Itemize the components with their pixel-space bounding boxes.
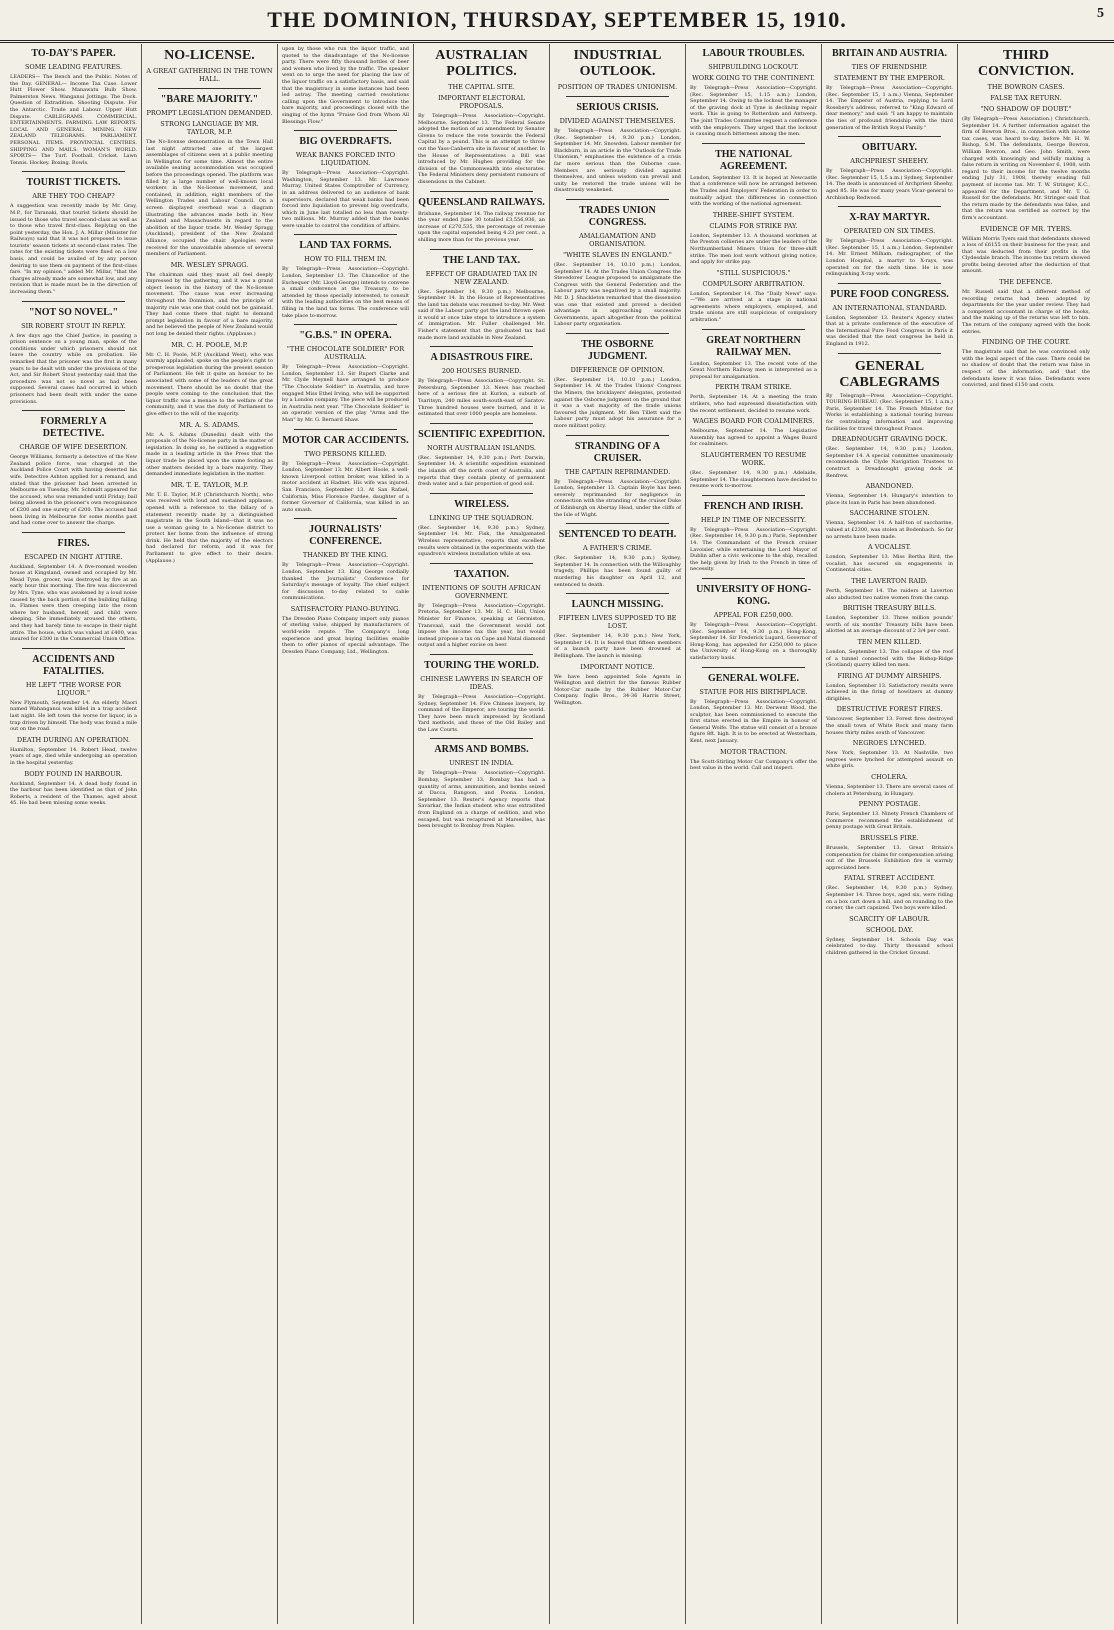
article-subheading: BODY FOUND IN HARBOUR. [24,769,123,778]
article-headline: AUSTRALIAN POLITICS. [435,48,528,79]
article-body: A suggestion was recently made by Mr. Gray, M.P., for Taranaki, that tourist tickets should be issued to those who travel second-class as well as to those who travel first-class. Replying on the point yesterday, the Hon. J. A. Millar (Minister for Railways) said that it was not proposed to issue tourists' season tickets at second-class rates. The rates for the existing tickets were fixed on a low basis, and could be availed of by any person desiring to use them on payment of the first-class fare. "In my opinion," added Mr. Millar, "that the charges already made are somewhat low, and any revision that is made must be in the direction of increasing them." [10,203,139,296]
article-headline: ARMS AND BOMBS. [434,744,529,756]
article-body: (Rec. September 14, 9.30 p.m.) Port Darwin, September 14. A scientific expedition examined the islands off the north coast of Australia, and reports that they contain plenty of permanent fresh water and a fair proportion of good soil. [418,454,547,488]
article-subheading: PROMPT LEGISLATION DEMANDED. [146,109,273,117]
article-body: By Telegraph—Press Association—Copyright. Pretoria, September 13. Mr. H. C. Hull, Union Minister for Finance, speaking at Germiston, Transvaal, said the Government would not impose the income tax this year, but would instead propose a tax on Cape and Natal diamond output and a higher excise on beer. [418,602,547,649]
article-headline: FRENCH AND IRISH. [703,500,804,512]
article-headline: LAUNCH MISSING. [571,599,664,611]
column-2 [142,44,278,1624]
article-subheading: DIVIDED AGAINST THEMSELVES. [559,117,676,125]
newspaper-title: THE DOMINION, THURSDAY, SEPTEMBER 15, 1910. [267,7,847,32]
article-body: (Rec. September 14, 9.30 p.m.) Sydney, September 14. In connection with the Willoughby tragedy, Phillips has been found guilty of murdering his daughter on April 12, and sentenced to death. [554,555,683,588]
article-subheading: "WHITE SLAVES IN ENGLAND." [563,250,672,259]
article-body: By Telegraph—Press Association—Copyright. London, September 13. King George cordially thanked the Journalists' Conference for Saturday's message of loyalty. The chief subject for discussion to-day related to cable communications. [282,562,411,602]
article-subheading: SACCHARINE STOLEN. [849,509,930,518]
article-subheading: MR. T. E. TAYLOR, M.P. [170,480,249,489]
article-subheading: UNREST IN INDIA. [449,759,514,768]
article-body: (Rec. September 14, 10.10 p.m.) London, September 14. At the Trades Unions' Congress the Miners, the bricklayers' delegates, protested against the Osborne judgment on the ground that it was a vast majority of the trade unions favoured the judgment. Mr. Ben Tillett said the Labour party must adopt his assurance for a more militant policy. [554,376,683,430]
article-body: By Telegraph—Press Association—Copyright. (Rec. September 14, 9.30 p.m.) London, September 14. Mr. Snowden, Labour member for Blackburn, in an article in the "Outlook for Trade Unionism," emphasises the existence of a crisis far more serious than the Osborne case. Members are seriously divided against themselves, and unless wisdom can prevail and unity be restored the trade unions will be disastrously weakened. [554,128,683,194]
divider [430,493,533,494]
article-headline: THE LAND TAX. [442,254,521,266]
article-subheading: MR. WESLEY SPRAGG. [170,260,249,269]
columns-container [6,44,1108,1624]
article-body: LEADERS— The Bench and the Public. Notes of the Day. GENERAL— Income Tax Case. Lower Hutt Flower Show. Manawatu Bulb Show. Palmerston News. Wanganui Jottings. The Dock. Question of Extradition. Shooting Dispute. For the Antarctic. Trade and Labour. Upper Hutt Dispute. CABLEGRAMS. COMMERCIAL. ENTERTAINMENTS. FARMING. LAW REPORTS. LOCAL AND GENERAL. MINING. NEW ZEALAND TELEGRAMS. PARLIAMENT. PERSONAL ITEMS. PROVINCIAL CENTRES. SHIPPING AND MAILS. WOMAN'S WORLD. SPORTS— The Turf. Football. Cricket. Lawn Tennis. Hockey. Boxing. Bowls. [10,74,139,166]
article-subheading: ESCAPED IN NIGHT ATTIRE. [24,552,123,561]
article-body: London, September 13. The collapse of the roof of a tunnel connected with the Bishop-Ridge (Scotland) quarry killed ten men. [826,648,955,669]
article-subheading: MR. A. S. ADAMS. [179,420,240,429]
article-subheading: BRITISH TREASURY BILLS. [842,604,937,613]
divider [838,206,941,207]
article-subheading: AN INTERNATIONAL STANDARD. [832,303,947,312]
article-body: Melbourne, September 14. The Legislative Assembly has agreed to appoint a Wages Board for coalminers. [690,428,819,448]
divider [430,191,533,192]
article-body: Vienna, September 14. Hungary's intention to place its loan in Paris has been abandoned. [826,493,955,506]
article-headline: BIG OVERDRAFTS. [299,136,392,148]
article-subheading: INTENTIONS OF SOUTH AFRICAN GOVERNMENT. [422,583,541,600]
article-subheading: SOME LEADING FEATURES. [24,63,123,71]
article-headline: TAXATION. [454,568,509,580]
article-body: By Telegraph—Press Association—Copyright. (Rec. September 15, 1.15 a.m.) London, September 14. Owing to the lockout the manager of the graving dock at Tyne is declining repair work. This is going to Rotterdam and Antwerp. The joint Trades Committee request a conference with the employers. They urged that the lockout is causing much bitterness among the men. [690,85,819,138]
article-headline: TRADES UNION CONGRESS. [579,204,656,228]
divider [430,563,533,564]
article-body: The chairman said they must all feel deeply impressed by the gathering, and it was a grand object lesson in the history of the No-license movement. The cause was ever increasing throughout the Dominion, and the principle of majority rule was one that could not be gainsaid. They had come there that night to demand prompt legislation in favour of a bare majority, and he believed the people of New Zealand would not long be denied their rights. (Applause.) [146,271,275,338]
article-subheading: POSITION OF TRADES UNIONISM. [557,83,678,91]
article-headline: UNIVERSITY OF HONG-KONG. [696,583,811,607]
article-headline: X-RAY MARTYR. [849,212,930,224]
article-subheading: THANKED BY THE KING. [302,551,389,560]
article-subheading: MOTOR TRACTION. [719,747,788,756]
article-subheading: TEN MEN KILLED. [857,637,922,646]
article-subheading: 200 HOUSES BURNED. [441,367,522,376]
article-headline: MOTOR CAR ACCIDENTS. [282,434,409,446]
article-subheading: CHOLERA. [871,773,908,782]
column-5 [550,44,686,1624]
article-body: Perth, September 14. At a meeting the tram strikers, who had expressed dissatisfaction with the recent settlement, decided to resume work. [690,394,819,414]
article-headline: STRANDING OF A CRUISER. [574,440,661,464]
article-body: (Rec. September 14, 9.30 p.m.) Melbourne, September 14. In the House of Representatives the land tax debate was resumed to-day. Mr. West said if the Labour party got the land thrown open it would at once take steps to introduce a system of immigration. Mr. Fuller challenged Mr. Fisher's statement that the graduated tax had made more land available in New Zealand. [418,288,547,341]
article-headline: ACCIDENTS AND FATALITIES. [32,653,115,677]
article-headline: "G.B.S." IN OPERA. [299,330,392,342]
article-body: By Telegraph—Press Association—Copyright. (Rec. September 14, 9.30 p.m.) Hong-Kong, September 14. Sir Frederick Lugard, Governor of Hong-Kong, has appealed for £250,000 to place the University of Hong-Kong on a thoroughly satisfactory basis. [690,621,819,661]
article-body: Vienna, September 13. There are several cases of cholera at Petersburg, in Hungary. [826,784,955,797]
article-subheading: THE BOWRON CASES. [987,83,1065,91]
divider [430,738,533,739]
article-body: Vancouver, September 13. Forest fires destroyed the small town of White Rock and many farm houses thirty miles south of Vancouver. [826,716,955,736]
divider [566,435,669,436]
divider [430,654,533,655]
article-body: Mr. C. H. Poole, M.P. (Auckland West), who was warmly applauded, spoke on the people's right to prosperous legislation during the present session of Parliament. He felt it quite an honour to be associated with some of the leaders of the great movement. There should be no doubt that the people were coming to the conclusion that the liquor traffic was a menace to the welfare of the community, and it was the duty of Parliament to give effect to the will of the majority. [146,351,275,417]
article-subheading: HE LEFT "THE WORSE FOR LIQUOR." [25,680,122,697]
column-8 [958,44,1094,1624]
article-subheading: AMALGAMATION AND ORGANISATION. [579,231,656,248]
divider [566,96,669,97]
article-body: Auckland, September 14. A dead body found in the harbour has been identified as that of John Roberts, a resident of the Thames, aged about 45. He had been missing some weeks. [10,780,139,807]
article-body: London, September 13. It is hoped at Newcastle that a conference will now be arranged between the Trades and Employers' Federation in order to mutually adjust the differences in connection with the working of the national agreement. [690,174,819,208]
article-body: London, September 13. Three million pounds' worth of six months' Treasury bills have been allotted at an average discount of 2 3/4 per cent. [826,615,955,635]
article-subheading: FIFTEEN LIVES SUPPOSED TO BE LOST. [558,614,677,631]
article-subheading: NORTH AUSTRALIAN ISLANDS. [427,443,536,452]
article-body: New York, September 13. At Nashville, two negroes were lynched for attempted assault on white girls. [826,750,955,770]
divider [702,143,805,144]
article-body: Sydney, September 14. Schools Day was celebrated to-day. Thirty thousand school children gathered in the Cricket Ground. [826,936,955,956]
article-headline: JOURNALISTS' CONFERENCE. [309,524,382,548]
article-subheading: "NO SHADOW OF DOUBT." [980,105,1072,113]
article-headline: TO-DAY'S PAPER. [31,48,116,59]
article-body: Mr. Russell said that a different method of recording returns had been adopted by departments for the year under review. They had a competent accountant in charge of the books, and the making up of the returns was left to him. The return of the company agreed with the book entries. [962,289,1092,335]
article-subheading: DREADNOUGHT GRAVING DOCK. [831,435,948,444]
article-body: By Telegraph—Press Association—Copyright. (Rec. September 14, 9.30 p.m.) Paris, September 14. The Commandant of the French cruiser Lavoisier, while entertaining the Lord Mayor of Dublin after a civic welcome to the ship, recalled the help given by Irish to the French in time of necessity. [690,526,819,573]
column-6 [686,44,822,1624]
divider [566,523,669,524]
article-headline: WIRELESS. [454,498,509,510]
article-body: London, September 13. Miss Bertha Bird, the vocalist, has secured six engagements in Continental cities. [826,554,955,574]
article-subheading: STATEMENT BY THE EMPEROR. [834,74,945,82]
article-subheading: THE LAVERTON RAID. [851,576,928,585]
article-body: (Rec. September 14, 9.30 p.m.) Sydney, September 14. Three boys, aged six, were riding on a box cart down a hill, and on rounding to the corner, the cart capsized. Two boys were killed. [826,885,955,912]
article-subheading: TIES OF FRIENDSHIP. [851,63,928,71]
divider [294,130,397,131]
page-number: 5 [1097,6,1104,21]
article-headline: SENTENCED TO DEATH. [558,529,677,541]
article-body: Hamilton, September 14. Robert Head, twelve years of age, died while undergoing an operation in the hospital yesterday. [10,746,139,766]
article-body: (Rec. September 14, 9.30 p.m.) Sydney, September 14. Mr. Fisk, the Amalgamated Wireless representative, reports that excellent results were obtained in the experiments with the squadron's wireless installation while at sea. [418,524,547,558]
article-body: William Morris Tyers said that defendants showed a loss of £6155 on their business for the year, and that was deducted from their profits in the Clydesdale branch. The income tax return showed profits being devoted after the deduction of that amount. [962,235,1092,275]
article-body: (By Telegraph—Press Association.) Christchurch, September 14. A further information against the firm of Bowron Bros., in connection with income tax cases, was heard to-day, before Mr. H. W. Bishop, S.M. The defendants, George Bowron, William Bowron, and Geo. John Smith, were charged with knowingly and wilfully making a false return in writing on November 6, 1908, with regard to their income for the twelve months ending July 31, 1908, thereby evading full payment of income tax. Mr. T. W. Stringer, K.C., appeared for the Department, and Mr. T. G. Russell for the defendants. Mr. Stringer said that the return made by the defendants was false, and that the return was certified as correct by the firm's accountant. [962,116,1092,221]
divider [838,353,941,354]
article-subheading: THE DEFENCE. [999,278,1053,287]
article-subheading: SIR ROBERT STOUT IN REPLY. [21,321,126,330]
divider [22,171,125,172]
article-body: By Telegraph—Press Association—Copyright. Washington, September 13. Mr. Lawrence Murray, United States Comptroller of Currency, in an address delivered to an audience of bank supervisors, declared that weak banks had been forced into liquidation to prevent big overdrafts, which in June last totalled no less than twenty-two millions. Mr. Murray added that the banks were unable to control the condition of affairs. [282,170,411,229]
article-body: Brisbane, September 14. The railway revenue for the year ended June 30 totalled £3,556,936, an increase of £270,535, the percentage of revenue upon the capital expended being 4.23 per cent., a shilling more than for the previous year. [418,210,547,243]
article-body: The magistrate said that he was convinced only with the legal aspect of the case. There could be no shadow of doubt that the return was false in respect of the information, and that the defendants knew it was false. Defendants were convicted, and fined £150 and costs. [962,349,1092,389]
article-headline: INDUSTRIAL OUTLOOK. [573,48,662,79]
article-body: By Telegraph—Press Association—Copyright. (Rec. September 15, 1 a.m.) Vienna, September 14. The Emperor of Austria, replying to Lord Rosebery's address, referred to "King Edward of dear memory," and said: "I am happy to maintain the ties of profound friendship with the third generation of the British Royal Family." [826,85,955,131]
article-body: By Telegraph—Press Association—Copyright. London, September 13. Captain Boyle has been severely reprimanded for negligence in connection with the stranding of the cruiser Duke of Edinburgh on Abertay Head, under the cliffs of the Isle of Wight. [554,478,683,518]
article-subheading: IMPORTANT NOTICE. [580,662,655,671]
article-body: Vienna, September 14. A half-ton of saccharine, valued at £2300, was stolen at Bodenbach. So far no arrests have been made. [826,520,955,540]
column-1 [6,44,142,1624]
article-headline: SCIENTIFIC EXPEDITION. [418,428,545,440]
article-body: (Rec. September 14, 9.30 p.m.) New York, September 14. It is feared that fifteen members of a launch party have been drowned at Bellingham. The launch is missing. [554,633,683,659]
article-subheading: SCARCITY OF LABOUR. [849,914,930,923]
article-body: By Telegraph—Press Association—Copyright. London, September 13. The Chancellor of the Exchequer (Mr. Lloyd-George) intends to convene a small conference at the Treasury, to be attended by those specially interested, to consult with the leading authorities on the best means of filling in the land tax forms. The conference will take place to-morrow. [282,266,411,319]
article-headline: A DISASTROUS FIRE. [430,352,533,364]
article-subheading: SLAUGHTERMEN TO RESUME WORK. [700,451,807,467]
article-subheading: ARE THEY TOO CHEAP? [32,192,115,201]
divider [566,199,669,200]
article-subheading: DESTRUCTIVE FOREST FIRES. [836,705,943,714]
article-headline: PURE FOOD CONGRESS. [830,288,949,300]
article-subheading: WEAK BANKS FORCED INTO LIQUIDATION. [295,151,396,168]
article-subheading: HOW TO FILL THEM IN. [304,255,387,264]
divider [702,667,805,668]
article-subheading: A GREAT GATHERING IN THE TOWN HALL. [146,67,273,83]
article-headline: GREAT NORTHERN RAILWAY MEN. [706,334,801,358]
article-subheading: BRUSSELS FIRE. [860,834,919,842]
article-body: Mr. A. S. Adams (Dunedin) dealt with the proposals of the No-license party in the matter of legislation. In doing so, he outlined a suggestion made in a leading article in the Press that the liquor trade be placed upon the same footing as other matters decided by a bare majority. They demanded immediate legislation in the matter. [146,431,275,478]
article-body: Perth, September 14. The raiders at Laverton also abducted two native women from the camp. [826,587,955,601]
article-headline: THE NATIONAL AGREEMENT. [715,148,792,172]
article-body: By Telegraph—Press Association—Copyright. (Rec. September 15, 1.5 a.m.) Sydney, September 14. The death is announced of Archpriest Sheehy, aged 85. He was for many years Vicar-general to Archbishop Redwood. [826,168,955,201]
article-body: The Scott-Stirling Motor Car Company's offer the best value in the world. Call and inspect. [690,758,819,772]
article-body: By Telegraph—Press Association—Copyright. Sydney, September 14. Five Chinese lawyers, by command of the Emperor, are touring the world. They have been much impressed by Scotland Yard methods, and those of the Old Bailey and the Law Courts. [418,693,547,733]
divider [22,532,125,533]
article-headline: NO-LICENSE. [164,48,255,63]
column-4 [414,44,550,1624]
article-subheading: ABANDONED. [865,482,914,491]
article-subheading: DIFFERENCE OF OPINION. [570,365,665,374]
article-body: (Rec. September 14, 10.10 p.m.) London, September 14. At the Trades Union Congress the Stevedores' League proposed to amalgamate the Congress with the General Federation and the Labour party was negatived by a small majority. Mr. D. J. Shackleton remarked that the dissension was one that existed and proved a decided advantage in approaching successive Governments, apart altogether from the political Labour party organisation. [554,261,683,328]
article-body: London, September 13. Reuter's Agency states that at a private conference of the executive of the International Pure Food Congress in Paris it was decided that the next congress be held in England in 1912. [826,314,955,348]
article-headline: THIRD CONVICTION. [977,48,1075,79]
article-subheading: FALSE TAX RETURN. [990,94,1062,102]
article-headline: QUEENSLAND RAILWAYS. [418,196,545,208]
divider [702,495,805,496]
article-body: George Williams, formerly a detective of the New Zealand police force, was charged at the Auckland Police Court with having deserted his wife. Detective Ashton applied for a remand, and stated that the prisoner had been arrested in Melbourne on Tuesday. Mr. Schmidt appeared for the accused, who was remanded until Friday; bail being allowed in the prisoner's own recognisance of £200 and one surety of £200. The accused had been living in Melbourne for some months past and had come over to answer the charge. [10,454,139,527]
divider [430,249,533,250]
article-headline: BRITAIN AND AUSTRIA. [831,48,948,59]
article-subheading: WORK GOING TO THE CONTINENT. [692,74,815,82]
article-subheading: LINKING UP THE SQUADRON. [429,513,534,522]
article-subheading: NEGROES LYNCHED. [852,739,927,748]
divider [838,283,941,284]
article-body: upon by those who run the liquor traffic, and quoted to the disadvantage of the No-license party. There were fifty thousand bottles of beer and women who lived by the traffic. The speaker went on to urge the need for placing the law of the liquor traffic on a satisfactory basis, and said that the magistracy in some instances had been led astray. The meeting carried resolutions calling upon the Government to introduce the bare majority, and proceedings closed with the singing of the hymn "Praise God from Whom All Blessings Flow." [282,46,411,125]
article-body: A few days ago the Chief Justice, in passing a prison sentence on a young man, spoke of the conditions under which prisoners should not leave the country while on probation. He remarked that the prisoner was the first in many years to be dealt with under the provisions of the Act, and Sir Robert Stout yesterday said that the procedure was not so novel as had been supposed. Several cases had occurred in which prisoners had been dealt with under the same provisions. [10,332,139,405]
divider [702,329,805,330]
article-body: Auckland, September 14. A five-roomed wooden house at Kingsland, owned and occupied by Mr. Mead Tyne, grocer, was destroyed by fire at an early hour this morning. The fire was discovered by Mrs. Tyne, who was awakened by a loud noise caused by the back portion of the building falling in. Flames were then creeping into the room where her husband, herself, and child were sleeping. She immediately aroused the others, and they had barely time to escape in their night attire. The house, which was valued at £400, was insured for £300 in the Commercial Union Office. [10,563,139,643]
article-body: By Telegraph—Press Association—Copyright. Melbourne, September 13. The Federal Senate adopted the motion of an amendment by Senator Givens to reduce the vote towards the Federal Capital by a pound. This is an attempt to throw out the Yass-Canberra site in favour of another. In the House of Representatives a Bill was introduced by Mr. Hughes providing for the division of the Commonwealth into electorates. The Federal Ministers deny persistent rumours of dissensions in the Cabinet. [418,113,547,185]
article-subheading: A FATHER'S CRIME. [583,544,652,553]
article-headline: "NOT SO NOVEL." [29,306,118,318]
divider [838,136,941,137]
article-body: (Rec. September 14, 9.30 p.m.) London, September 14. A special committee unanimously recommends the Clyde Navigation Trustees to construct a Dreadnought graving dock at Renfrew. [826,446,955,479]
column-7 [822,44,958,1624]
article-subheading: THE CAPTAIN REPRIMANDED. [564,467,671,476]
divider [294,234,397,235]
article-subheading: PERTH TRAM STRIKE. [715,383,792,392]
article-subheading: TWO PERSONS KILLED. [304,449,387,458]
article-body: London, September 13. A thousand workmen at the Preston collieries are under the leaders of the Northumberland Miners Union for three-shift strike. The men lost work without giving notice, and apply for strike pay. [690,232,819,266]
article-headline: TOURIST TICKETS. [26,177,121,189]
article-subheading: DEATH DURING AN OPERATION. [16,735,131,744]
divider [294,324,397,325]
article-subheading: THREE-SHIFT SYSTEM. [712,210,795,219]
article-body: By Telegraph—Press Association—Copyright. TOURING BUREAU. (Rec. September 15, 1 a.m.) Paris, September 14. The French Minister for Works is establishing a national touring bureau for centralising information and improving facilities for travel throughout France. [826,392,955,432]
article-subheading: FIRING AT DUMMY AIRSHIPS. [837,671,942,680]
article-subheading: FATAL STREET ACCIDENT. [843,874,936,883]
article-body: London, September 13. Satisfactory results were achieved in the firing of howitzers at dummy dirigibles. [826,682,955,702]
divider [566,333,669,334]
article-subheading: THE CAPITAL SITE. [448,83,515,91]
article-body: Brussels, September 13. Great Britain's compensation for claims for compensation arising out of the Brussels Exhibition fire is warmly appreciated here. [826,845,955,871]
article-subheading: CHARGE OF WIFE DESERTION. [19,443,128,452]
article-body: New Plymouth, September 14. An elderly Maori named Wahanganui was killed in a trap accident last night. He left town the worse for liquor, in a trap driven by himself. The body was found a mile out on the road. [10,699,139,733]
article-subheading: SCHOOL DAY. [865,925,914,934]
article-headline: TOURING THE WORLD. [424,659,539,671]
article-headline: FIRES. [57,537,90,549]
divider [22,410,125,411]
article-subheading: A VOCALIST. [867,543,912,552]
article-subheading: COMPULSORY ARBITRATION. [702,279,805,288]
article-subheading: APPEAL FOR £250,000. [713,610,794,619]
article-subheading: EFFECT OF GRADUATED TAX IN NEW ZEALAND. [425,269,538,286]
article-subheading: OPERATED ON SIX TIMES. [843,227,936,236]
article-body: By Telegraph—Press Association—Copyright. London, September 13. Sir Rupert Clarke and Mr. Clyde Meynell have arranged to produce "The Chocolate Soldier" in Australia, and have engaged Miss Ethel Irving, who will be supported by a London company. The piece will be produced in Australia next year. "The Chocolate Soldier" is an operatic version of the play "Arms and the Man" by Mr. G. Bernard Shaw. [282,364,411,423]
divider [294,518,397,519]
article-body: By Telegraph—Press Association—Copyright. London, September 13. Mr. Derwent Wood, the sculptor, has been commissioned to execute the first statue erected in the Empire in honour of General Wolfe. The statue will consist of a bronze figure 8ft. high. It is to be erected at Westerham, Kent, next January. [690,698,819,745]
article-headline: "BARE MAJORITY." [160,94,259,105]
article-subheading: WAGES BOARD FOR COALMINERS. [692,417,815,426]
article-body: Mr. T. E. Taylor, M.P. (Christchurch North), who was received with loud and sustained applause, opened with a reference to the fallacy of a statement recently made by a distinguished magistrate in the South Island—that it was no use a woman going to a No-license district to protect her home from the influence of strong drink. He held that the majority of the electors had declared for reform, and it was for Parliament to give effect to their desire. (Applause.) [146,491,275,564]
article-subheading: HELP IN TIME OF NECESSITY. [700,515,807,524]
article-subheading: EVIDENCE OF MR. TYERS. [980,224,1072,233]
article-body: By Telegraph—Press Association—Copyright. London, September 13. Mr. Albert Hoole, a well-known Liverpool cotton broker, was killed in a motor accident at Hadnet. His wife was injured. San Francisco, September 13. At San Rafael, California, Miss Florence Pardee, daughter of a former Governor of California, was killed in an auto smash. [282,460,411,513]
article-body: London, September 13. The recent vote of the Great Northern Railway men is interpreted as a proposal for amalgamation. [690,360,819,380]
article-subheading: CLAIMS FOR STRIKE PAY. [709,221,798,230]
article-body: London, September 14. The "Daily News" says:—"We are arrived at a stage in national agreements where employers, employed, and trade unions are still suspicious of compulsory arbitration." [690,290,819,324]
article-headline: LAND TAX FORMS. [299,240,392,252]
article-subheading: CHINESE LAWYERS IN SEARCH OF IDEAS. [420,674,543,691]
column-3 [278,44,414,1624]
divider [22,301,125,302]
article-subheading: "THE CHOCOLATE SOLDIER" FOR AUSTRALIA. [286,345,405,362]
article-body: By Telegraph—Press Association—Copyright. Bombay, September 13. Bombay has had a quantity of arms, ammunition, and bombs seized at Dacca, Rangoon, and Poona. London, September 13. Reuter's Agency reports that Savarkar, the Indian student who was extradited from England on a charge of sedition, and who escaped, but was recaptured at Marseilles, has been brought to Bombay from Naples. [418,770,547,830]
article-headline: THE OSBORNE JUDGMENT. [581,338,654,362]
masthead [0,0,1114,43]
divider [430,346,533,347]
article-body: Paris, September 13. Ninety French Chambers of Commerce recommend the establishment of penny postage with Great Britain. [826,811,955,831]
article-subheading: STRONG LANGUAGE BY MR. TAYLOR, M.P. [160,120,259,136]
article-body: By Telegraph—Press Association—Copyright. St. Petersburg, September 13. News has reached here of a serious fire at Kurlon, a suburb of Tsaritsyn, 240 miles south-south-east of Saratov. Three hundred houses were burned, and it is estimated that over 1000 people are homeless. [418,378,547,418]
article-body: The Dresden Piano Company import only pianos of sterling value, shipped by manufacturers of world-wide repute. The Company's long experience and great buying facilities enable them to offer pianos of special advantage. The Dresden Piano Company, Ltd., Wellington. [282,615,411,655]
article-headline: SERIOUS CRISIS. [576,102,659,113]
article-headline: GENERAL WOLFE. [708,672,799,684]
article-subheading: "STILL SUSPICIOUS." [716,268,791,277]
article-subheading: SATISFACTORY PIANO-BUYING. [290,604,401,613]
divider [158,88,261,89]
article-body: We have been appointed Sole Agents in Wellington and district for the famous Rubber Motor-Car made by the Rubber Motor-Car Company. Inglis Bros., 34-36 Harris Street, Wellington. [554,673,683,706]
article-subheading: FINDING OF THE COURT. [981,338,1071,347]
divider [22,648,125,649]
article-subheading: SHIPBUILDING LOCKOUT. [708,63,799,71]
article-subheading: ARCHPRIEST SHEEHY. [850,157,929,166]
article-subheading: IMPORTANT ELECTORAL PROPOSALS. [438,94,525,110]
article-body: The No-license demonstration in the Town Hall last night attracted one of the largest assemblages of citizens seen at a public meeting in Wellington for some time. Almost the entire available seating accommodation was occupied before the proceedings opened. The platform was filled by a large number of well-known local workers in the No-license movement, and contained, in addition, eight members of the Wellington Trades and Labour Council. On a screen displayed overhead was a diagram illustrating the advances made both in New Zealand and Massachusetts in regard to the abolition of the liquor trade. Mr. Wesley Spragg (Auckland), president of the New Zealand Alliance, occupied the chair. Apologies were received for the unavoidable absence of several members of Parliament. [146,139,275,258]
article-headline: GENERAL CABLEGRAMS [839,358,940,390]
article-subheading: STATUE FOR HIS BIRTHPLACE. [699,687,808,696]
article-body: By Telegraph—Press Association—Copyright. (Rec. September 15, 1 a.m.) London, September 14. Mr. Ernest Milham, radiographer, of the London Hospital, a martyr to X-rays, was operated on for the sixth time. He is now relinquishing X-ray work. [826,238,955,278]
divider [566,593,669,594]
article-headline: LABOUR TROUBLES. [702,48,805,59]
divider [702,578,805,579]
divider [294,429,397,430]
article-headline: OBITUARY. [861,142,918,154]
article-subheading: PENNY POSTAGE. [858,800,921,809]
article-body: (Rec. September 14, 9.30 p.m.) Adelaide, September 14. The slaughtermen have decided to resume work to-morrow. [690,470,819,490]
article-headline: FORMERLY A DETECTIVE. [40,416,107,440]
article-subheading: MR. C. H. POOLE, M.P. [171,340,248,349]
divider [430,423,533,424]
